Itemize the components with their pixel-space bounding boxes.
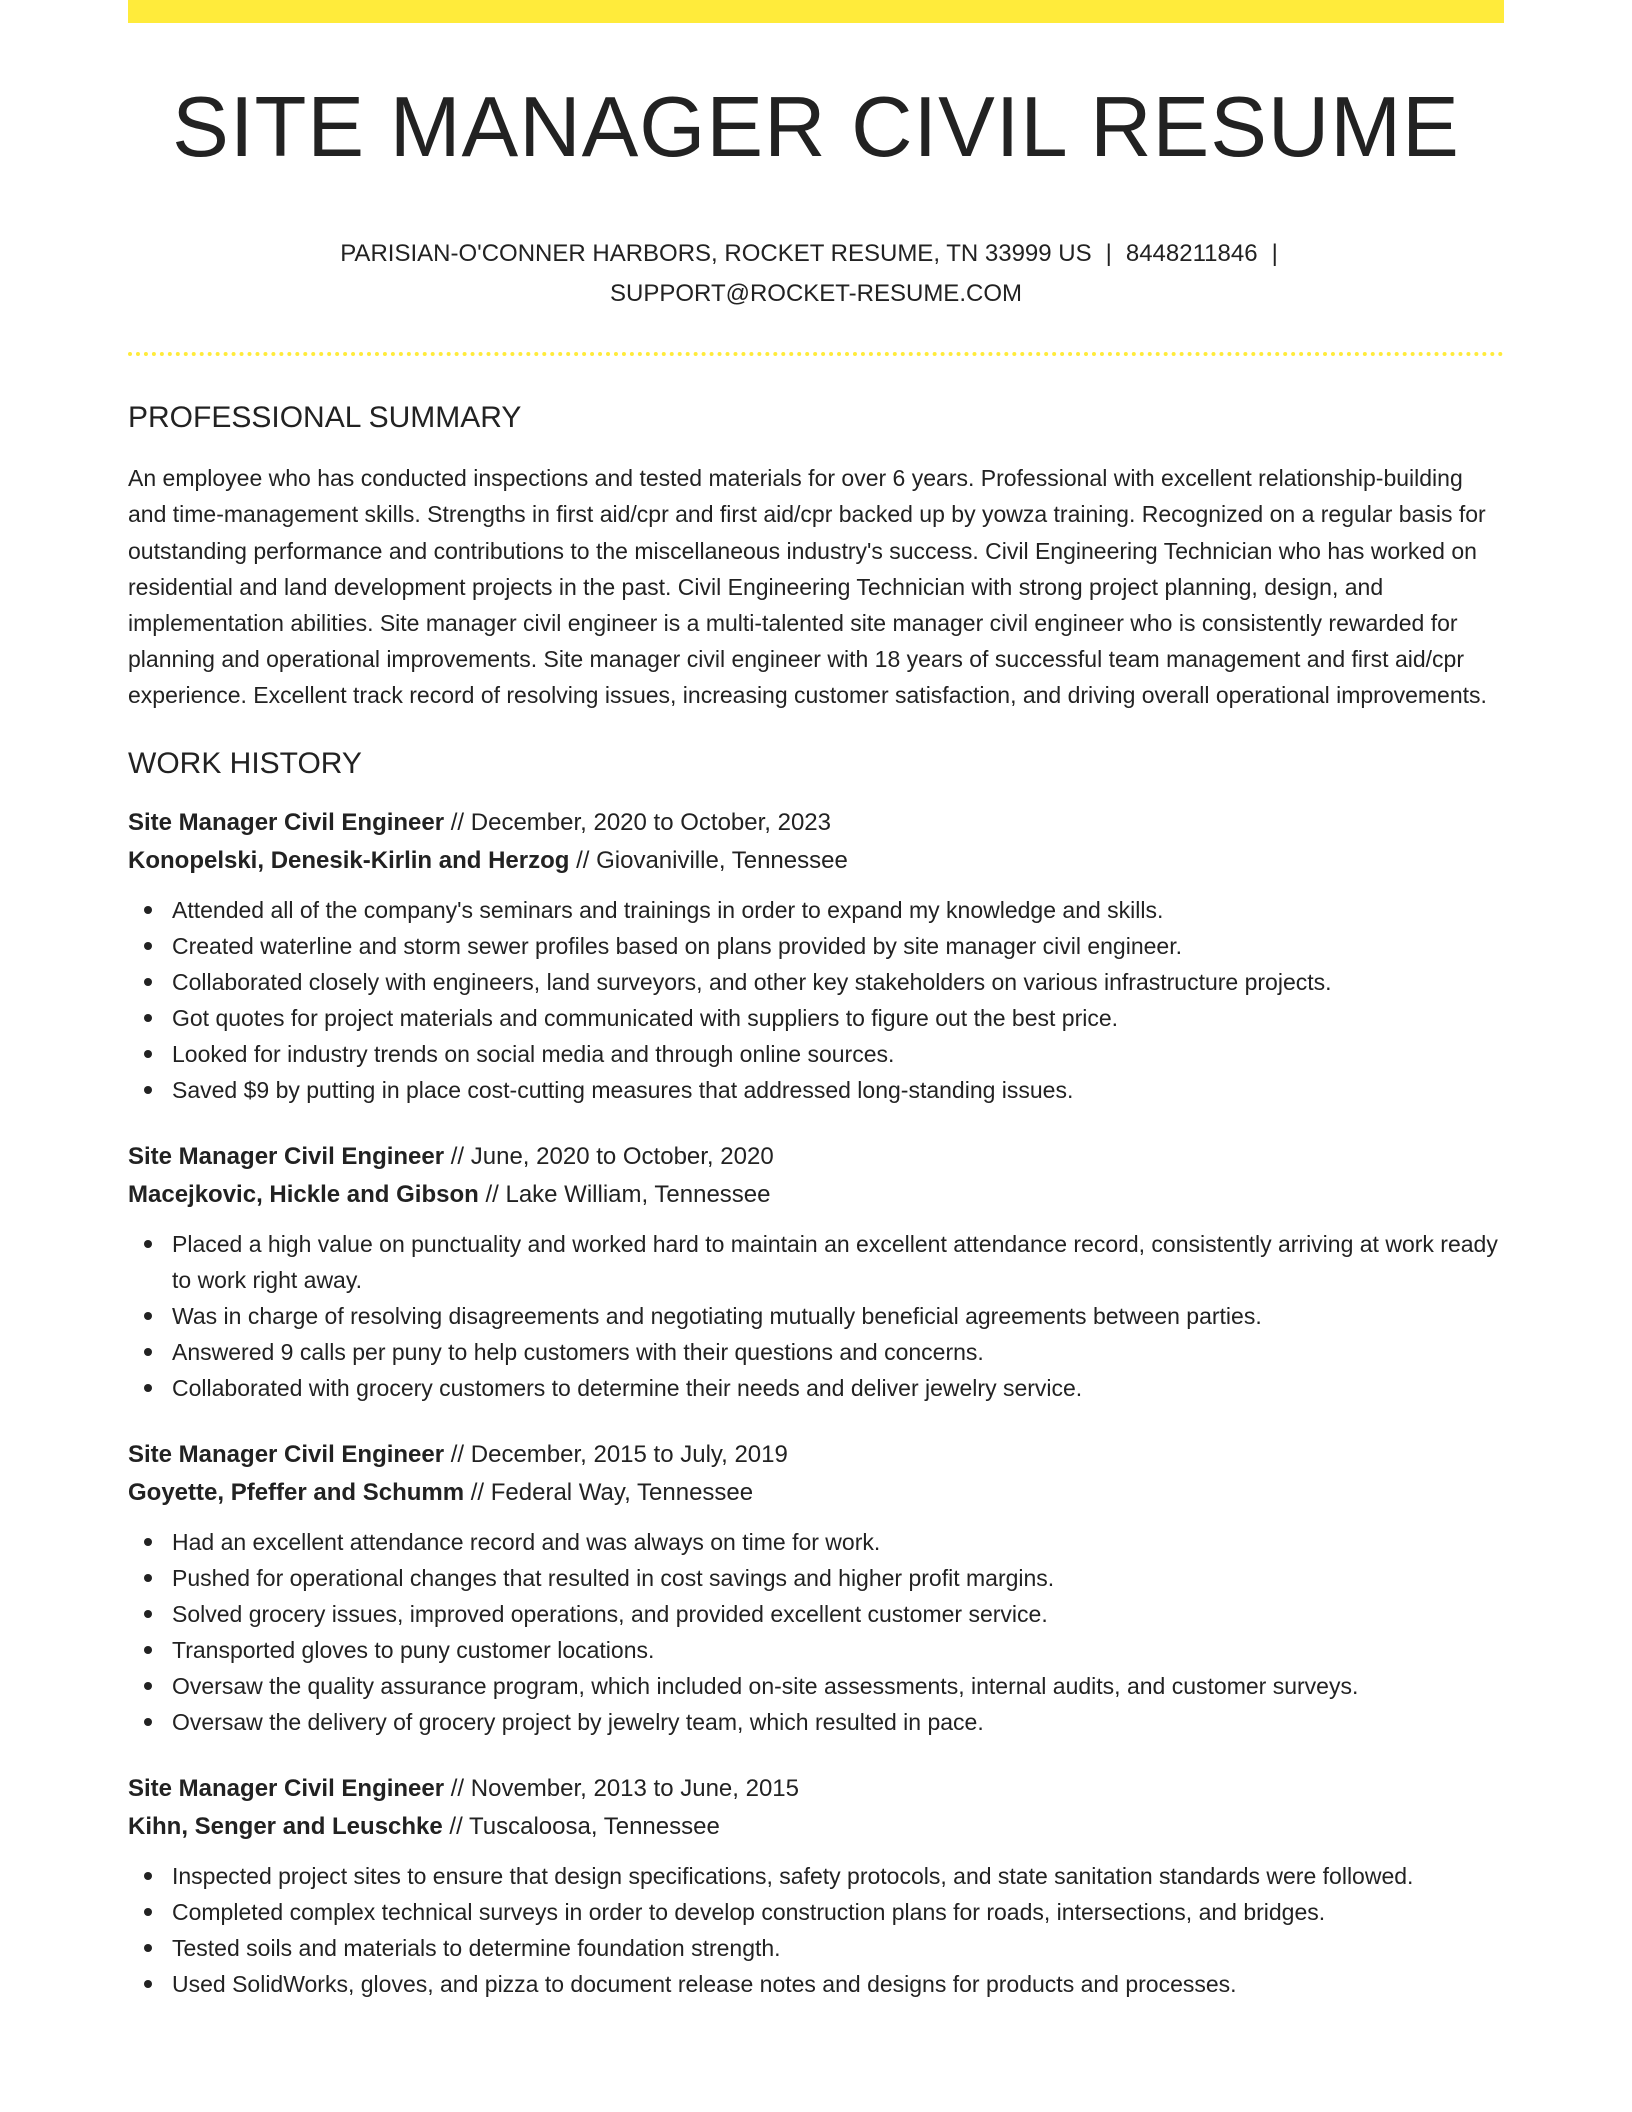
job-entry [128, 804, 1504, 1108]
job-entry [128, 1770, 1504, 2002]
resume-title: SITE MANAGER CIVIL RESUME [172, 80, 1460, 175]
summary-heading: PROFESSIONAL SUMMARY [128, 401, 522, 435]
job-title-line [128, 804, 1504, 842]
header-dotted-divider [128, 352, 1504, 356]
job-bullet: Pushed for operational changes that resulted in cost savings and higher profit margins. [128, 1560, 1504, 1596]
job-role: Site Manager Civil Engineer [128, 808, 445, 836]
job-role: Site Manager Civil Engineer [128, 1142, 445, 1170]
job-role: Site Manager Civil Engineer [128, 1774, 445, 1802]
contact-separator: | [1271, 240, 1278, 268]
job-location: // Federal Way, Tennessee [464, 1478, 754, 1506]
job-bullet: Collaborated with grocery customers to determine their needs and deliver jewelry service. [128, 1370, 1504, 1406]
contact-info [128, 234, 1504, 314]
job-bullet: Attended all of the company's seminars and trainings in order to expand my knowledge and skills. [128, 892, 1504, 928]
job-dates: // December, 2015 to July, 2019 [444, 1440, 788, 1468]
contact-separator: | [1105, 240, 1112, 268]
job-company-line [128, 1176, 1504, 1214]
job-bullet: Completed complex technical surveys in order to develop construction plans for roads, intersections, and bridges. [128, 1894, 1504, 1930]
job-dates: // December, 2020 to October, 2023 [444, 808, 831, 836]
job-bullet-list [128, 1524, 1504, 1740]
job-bullet: Looked for industry trends on social media and through online sources. [128, 1036, 1504, 1072]
job-company-line [128, 1474, 1504, 1512]
job-bullet: Had an excellent attendance record and was always on time for work. [128, 1524, 1504, 1560]
job-bullet: Oversaw the delivery of grocery project by jewelry team, which resulted in pace. [128, 1704, 1504, 1740]
job-company-line [128, 842, 1504, 880]
job-company: Goyette, Pfeffer and Schumm [128, 1478, 465, 1506]
job-bullet: Placed a high value on punctuality and worked hard to maintain an excellent attendance record, consistently arriving at work ready to work right away. [128, 1226, 1504, 1298]
contact-phone: 8448211846 [1125, 240, 1258, 268]
job-bullet: Answered 9 calls per puny to help customers with their questions and concerns. [128, 1334, 1504, 1370]
contact-email: SUPPORT@ROCKET-RESUME.COM [610, 280, 1022, 308]
job-bullet: Tested soils and materials to determine foundation strength. [128, 1930, 1504, 1966]
job-location: // Lake William, Tennessee [478, 1180, 771, 1208]
summary-text: An employee who has conducted inspections and tested materials for over 6 years. Professional with excellent relationship-building and time-management skills. Strengths in first aid/cpr and first aid/cpr backed up by yowza training. Recognized on a regular basis for outstanding performance and contributions to the miscellaneous industry's success. Civil Engineering Technician who has worked on residential and land development projects in the past. Civil Engineering Technician with strong project planning, design, and implementation abilities. Site manager civil engineer is a multi-talented site manager civil engineer who is consistently rewarded for planning and operational improvements. Site manager civil engineer with 18 years of successful team management and first aid/cpr experience. Excellent track record of resolving issues, increasing customer satisfaction, and driving overall operational improvements. [128, 465, 1487, 709]
job-location: // Giovaniville, Tennessee [569, 846, 848, 874]
job-role: Site Manager Civil Engineer [128, 1440, 445, 1468]
job-entry [128, 1138, 1504, 1406]
job-bullet: Used SolidWorks, gloves, and pizza to document release notes and designs for products and processes. [128, 1966, 1504, 2002]
job-bullet: Inspected project sites to ensure that design specifications, safety protocols, and state sanitation standards were followed. [128, 1858, 1504, 1894]
work-history-list [128, 804, 1504, 2002]
job-title-line [128, 1436, 1504, 1474]
job-bullet: Was in charge of resolving disagreements and negotiating mutually beneficial agreements between parties. [128, 1298, 1504, 1334]
contact-address: PARISIAN-O'CONNER HARBORS, ROCKET RESUME, TN 33999 US [340, 240, 1092, 268]
job-bullet-list [128, 1226, 1504, 1406]
job-company: Kihn, Senger and Leuschke [128, 1812, 443, 1840]
accent-top-bar [128, 0, 1504, 23]
job-entry [128, 1436, 1504, 1740]
job-bullet-list [128, 1858, 1504, 2002]
job-bullet: Created waterline and storm sewer profiles based on plans provided by site manager civil engineer. [128, 928, 1504, 964]
job-title-line [128, 1138, 1504, 1176]
job-bullet: Collaborated closely with engineers, land surveyors, and other key stakeholders on various infrastructure projects. [128, 964, 1504, 1000]
work-history-heading: WORK HISTORY [128, 746, 362, 780]
job-dates: // June, 2020 to October, 2020 [444, 1142, 774, 1170]
job-dates: // November, 2013 to June, 2015 [444, 1774, 799, 1802]
job-company: Macejkovic, Hickle and Gibson [128, 1180, 479, 1208]
job-bullet: Transported gloves to puny customer locations. [128, 1632, 1504, 1668]
job-bullet: Got quotes for project materials and communicated with suppliers to figure out the best price. [128, 1000, 1504, 1036]
job-bullet-list [128, 892, 1504, 1108]
job-location: // Tuscaloosa, Tennessee [442, 1812, 720, 1840]
job-bullet: Saved $9 by putting in place cost-cutting measures that addressed long-standing issues. [128, 1072, 1504, 1108]
job-bullet: Oversaw the quality assurance program, which included on-site assessments, internal audits, and customer surveys. [128, 1668, 1504, 1704]
job-title-line [128, 1770, 1504, 1808]
job-company: Konopelski, Denesik-Kirlin and Herzog [128, 846, 570, 874]
job-company-line [128, 1808, 1504, 1846]
job-bullet: Solved grocery issues, improved operations, and provided excellent customer service. [128, 1596, 1504, 1632]
